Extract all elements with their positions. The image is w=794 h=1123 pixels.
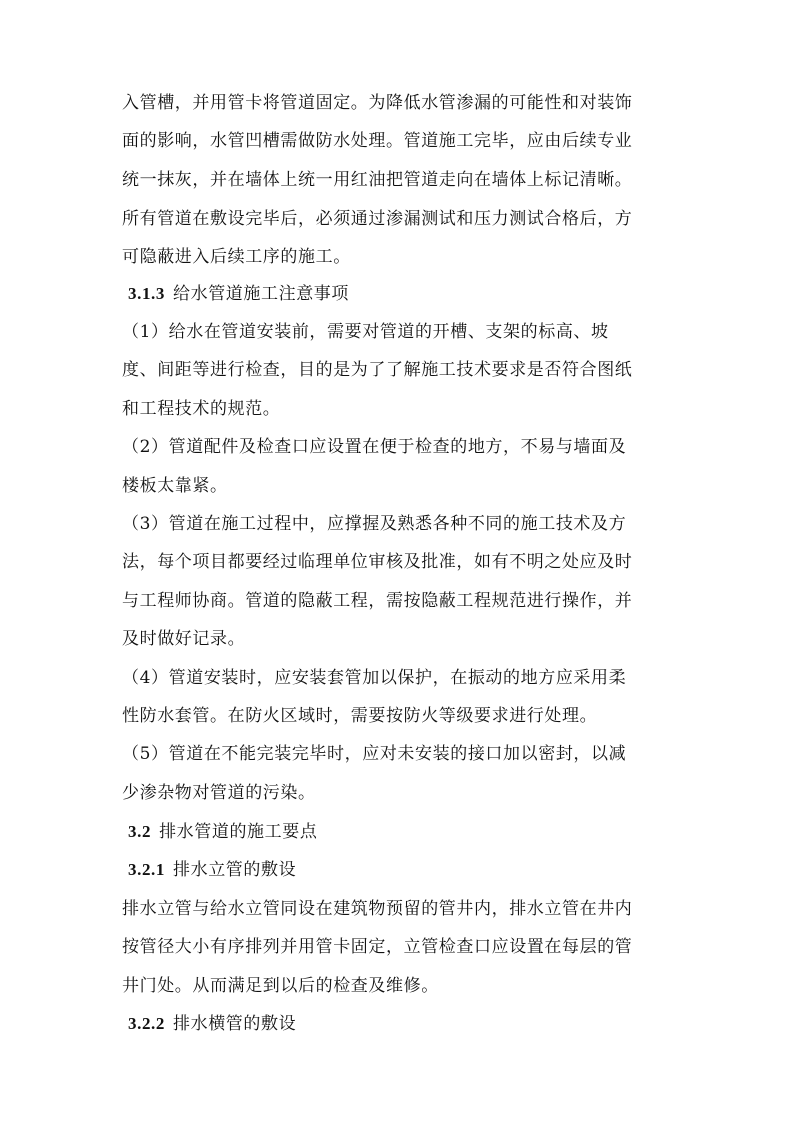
text-line: （5）管道在不能完装完毕时，应对未安装的接口加以密封，以减	[122, 744, 627, 764]
section-title: 排水管道的施工要点	[159, 822, 318, 842]
section-number: 3.1.3	[128, 284, 165, 303]
text-line: 和工程技术的规范。	[122, 399, 281, 419]
text-line: 所有管道在敷设完毕后，必须通过渗漏测试和压力测试合格后，方	[122, 209, 633, 229]
text-line: 入管槽，并用管卡将管道固定。为降低水管渗漏的可能性和对装饰	[122, 93, 633, 113]
text-line: 与工程师协商。管道的隐蔽工程，需按隐蔽工程规范进行操作，并	[122, 591, 633, 611]
section-number: 3.2.1	[128, 860, 165, 879]
section-heading	[128, 818, 317, 846]
section-heading	[128, 1010, 296, 1038]
section-title: 给水管道施工注意事项	[173, 284, 349, 304]
text-line: 楼板太靠紧。	[122, 476, 228, 496]
text-line: 及时做好记录。	[122, 629, 246, 649]
text-line: 统一抹灰，并在墙体上统一用红油把管道走向在墙体上标记清晰。	[122, 170, 633, 190]
section-title: 排水横管的敷设	[173, 1014, 297, 1034]
text-line: 面的影响，水管凹槽需做防水处理。管道施工完毕，应由后续专业	[122, 131, 633, 151]
text-line: 度、间距等进行检查，目的是为了了解施工技术要求是否符合图纸	[122, 360, 633, 380]
text-line: （4）管道安装时，应安装套管加以保护，在振动的地方应采用柔	[122, 668, 627, 688]
text-line: 法，每个项目都要经过临理单位审核及批准，如有不明之处应及时	[122, 552, 633, 572]
section-number: 3.2.2	[128, 1014, 165, 1033]
text-line: 性防水套管。在防火区域时，需要按防火等级要求进行处理。	[122, 706, 598, 726]
text-line: 按管径大小有序排列并用管卡固定，立管检查口应设置在每层的管	[122, 937, 633, 957]
text-line: （2）管道配件及检查口应设置在便于检查的地方，不易与墙面及	[122, 437, 627, 457]
section-heading	[128, 280, 349, 308]
section-title: 排水立管的敷设	[173, 860, 297, 880]
text-line: 井门处。从而满足到以后的检查及维修。	[122, 976, 439, 996]
section-number: 3.2	[128, 822, 152, 841]
text-line: 可隐蔽进入后续工序的施工。	[122, 247, 351, 267]
section-heading	[128, 856, 296, 884]
text-line: （3）管道在施工过程中，应撑握及熟悉各种不同的施工技术及方	[122, 514, 627, 534]
text-line: （1）给水在管道安装前，需要对管道的开槽、支架的标高、坡	[122, 322, 609, 342]
text-line: 排水立管与给水立管同设在建筑物预留的管井内，排水立管在井内	[122, 899, 633, 919]
text-line: 少渗杂物对管道的污染。	[122, 783, 316, 803]
